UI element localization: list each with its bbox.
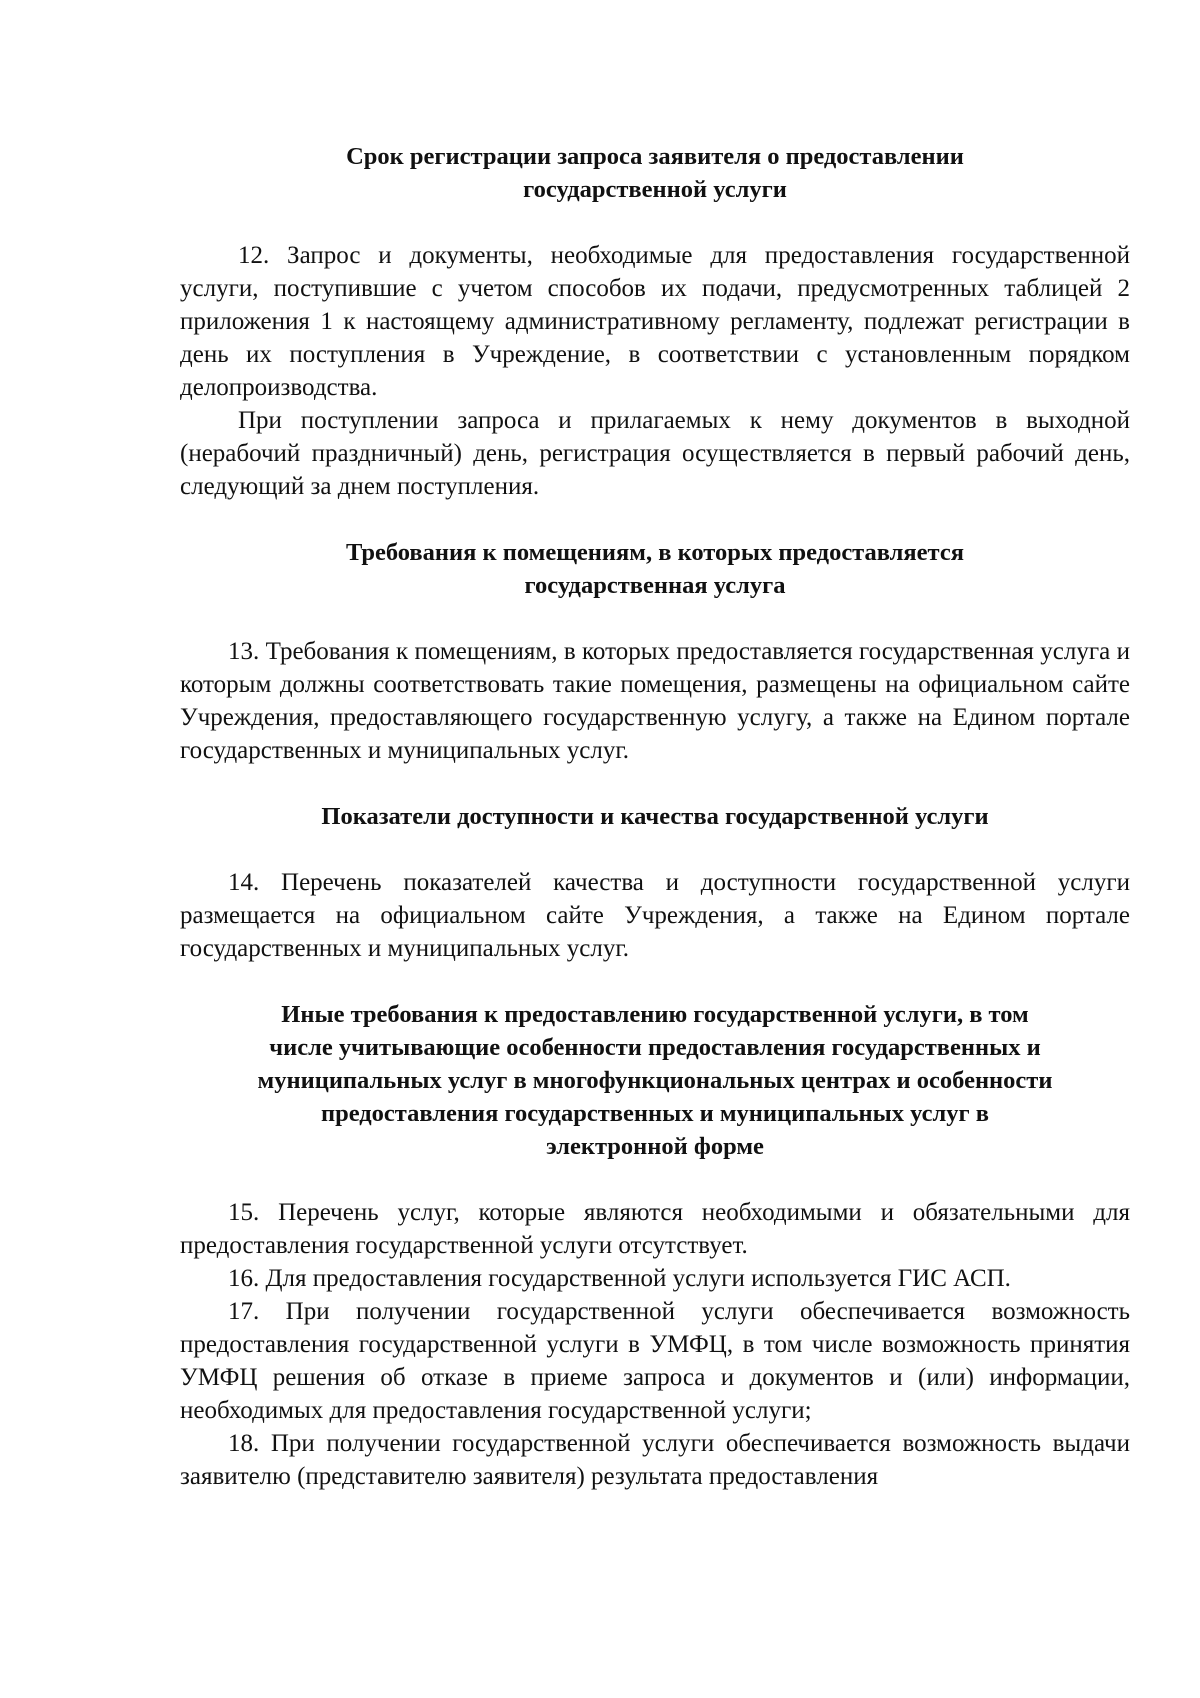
heading-line: Показатели доступности и качества государственной услуги	[321, 803, 989, 830]
paragraph-14: 14. Перечень показателей качества и доступности государственной услуги размещается на официальном сайте Учреждения, а также на Едином портале государственных и муниципальных услуг.	[180, 869, 1130, 962]
heading-line: Срок регистрации запроса заявителя о предоставлении	[346, 143, 964, 170]
section-heading-premises	[180, 536, 1130, 602]
heading-line: муниципальных услуг в многофункциональных центрах и особенности	[257, 1067, 1053, 1094]
paragraph-16: 16. Для предоставления государственной услуги используется ГИС АСП.	[228, 1265, 1011, 1292]
section-heading-indicators	[180, 800, 1130, 833]
heading-line: государственной услуги	[523, 176, 787, 203]
heading-line: Иные требования к предоставлению государственной услуги, в том	[281, 1001, 1029, 1028]
heading-line: государственная услуга	[524, 572, 786, 599]
document-page	[180, 140, 1130, 1493]
heading-line: электронной форме	[546, 1133, 764, 1160]
paragraph-18: 18. При получении государственной услуги обеспечивается возможность выдачи заявителю (представителю заявителя) результата предоставления	[180, 1430, 1130, 1490]
paragraph-12-continued: При поступлении запроса и прилагаемых к нему документов в выходной (нерабочий праздничный) день, регистрация осуществляется в первый рабочий день, следующий за днем поступления.	[180, 407, 1130, 500]
heading-line: Требования к помещениям, в которых предоставляется	[345, 539, 965, 566]
paragraph-12: 12. Запрос и документы, необходимые для предоставления государственной услуги, поступившие с учетом способов их подачи, предусмотренных таблицей 2 приложения 1 к настоящему административному регламенту, подлежат регистрации в день их поступления в Учреждение, в соответствии с установленным порядком делопроизводства.	[180, 242, 1130, 401]
paragraph-13: 13. Требования к помещениям, в которых предоставляется государственная услуга и которым должны соответствовать такие помещения, размещены на официальном сайте Учреждения, предоставляющего государственную услугу, а также на Едином портале государственных и муниципальных услуг.	[180, 638, 1130, 764]
heading-line: числе учитывающие особенности предоставления государственных и	[269, 1034, 1041, 1061]
section-heading-other-requirements	[180, 998, 1130, 1163]
paragraph-17: 17. При получении государственной услуги обеспечивается возможность предоставления государственной услуги в УМФЦ, в том числе возможность принятия УМФЦ решения об отказе в приеме запроса и документов и (или) информации, необходимых для предоставления государственной услуги;	[180, 1298, 1130, 1424]
paragraph-15: 15. Перечень услуг, которые являются необходимыми и обязательными для предоставления государственной услуги отсутствует.	[180, 1199, 1130, 1259]
section-heading-registration	[180, 140, 1130, 206]
heading-line: предоставления государственных и муниципальных услуг в	[321, 1100, 989, 1127]
